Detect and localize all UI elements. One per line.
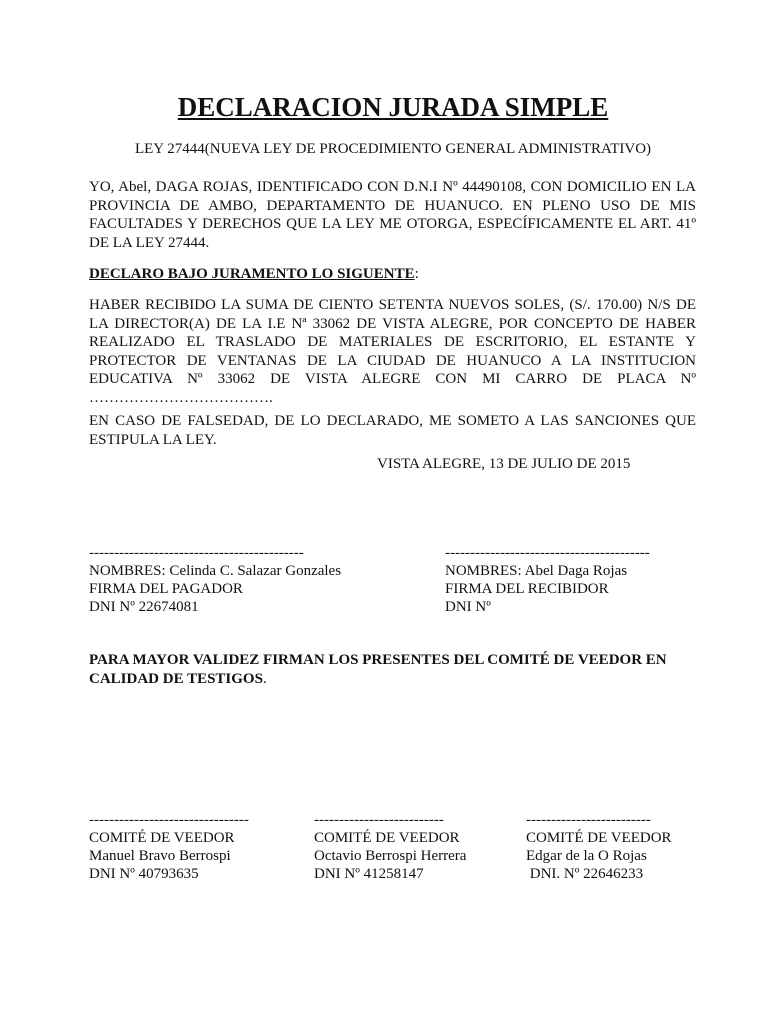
witness-name: Manuel Bravo Berrospi <box>89 848 231 864</box>
witness-signature-block-1 <box>89 811 249 883</box>
witness-name: Octavio Berrospi Herrera <box>314 848 467 864</box>
document-title: DECLARACION JURADA SIMPLE <box>177 92 609 122</box>
declaration-heading <box>89 266 419 283</box>
witness-name: Edgar de la O Rojas <box>526 848 647 864</box>
witness-dni: DNI Nº 41258147 <box>314 866 424 882</box>
signature-line: -------------------------------- <box>89 812 249 828</box>
signer-name: NOMBRES: Celinda C. Salazar Gonzales <box>89 563 342 579</box>
signer-role: FIRMA DEL PAGADOR <box>89 581 243 597</box>
signer-name: NOMBRES: Abel Daga Rojas <box>445 563 628 579</box>
witness-role: COMITÉ DE VEEDOR <box>89 830 235 846</box>
intro-paragraph: YO, Abel, DAGA ROJAS, IDENTIFICADO CON D.N.I Nº 44490108, CON DOMICILIO EN LA PROVINCIA DE AMBO, DEPARTAMENTO DE HUANUCO. EN PLENO USO DE MIS FACULTADES Y DERECHOS QUE LA LEY ME OTORGA, ESPECÍFICAMENTE EL ART. 41º DE LA LEY 27444. <box>89 179 696 251</box>
declaration-body: HABER RECIBIDO LA SUMA DE CIENTO SETENTA NUEVOS SOLES, (S/. 170.00) N/S DE LA DIRECTOR(A) DE LA I.E Nª 33062 DE VISTA ALEGRE, POR CONCEPTO DE HABER REALIZADO EL TRASLADO DE MATERIALES DE ESCRITORIO, EL ESTANTE Y PROTECTOR DE VENTANAS DE LA CIUDAD DE HUANUCO A LA INSTITUCION EDUCATIVA Nº 33062 DE VISTA ALEGRE CON MI CARRO DE PLACA Nº ………………………………. <box>89 297 696 406</box>
witness-note-period: . <box>262 671 267 687</box>
witness-role: COMITÉ DE VEEDOR <box>526 830 672 846</box>
declaration-heading-text: DECLARO BAJO JURAMENTO LO SIGUENTE <box>89 266 415 282</box>
witness-dni: DNI. Nº 22646233 <box>526 866 644 882</box>
falsehood-clause: EN CASO DE FALSEDAD, DE LO DECLARADO, ME SOMETO A LAS SANCIONES QUE ESTIPULA LA LEY. <box>89 413 696 448</box>
witness-role: COMITÉ DE VEEDOR <box>314 830 460 846</box>
law-reference: LEY 27444(NUEVA LEY DE PROCEDIMIENTO GENERAL ADMINISTRATIVO) <box>134 141 652 157</box>
witness-dni: DNI Nº 40793635 <box>89 866 199 882</box>
signature-line: ------------------------- <box>526 812 651 828</box>
witness-signature-block-2 <box>314 811 466 883</box>
place-date: VISTA ALEGRE, 13 DE JULIO DE 2015 <box>377 456 631 472</box>
declaration-heading-colon: : <box>414 266 419 282</box>
signature-line: ----------------------------------------- <box>445 545 650 561</box>
witness-note <box>89 651 689 689</box>
payer-signature-block <box>89 544 341 616</box>
signer-role: FIRMA DEL RECIBIDOR <box>445 581 609 597</box>
signature-line: ------------------------------------------- <box>89 545 304 561</box>
signer-dni: DNI Nº <box>445 599 491 615</box>
signer-dni: DNI Nº 22674081 <box>89 599 199 615</box>
receiver-signature-block <box>445 544 650 616</box>
witness-signature-block-3 <box>526 811 672 883</box>
signature-line: -------------------------- <box>314 812 444 828</box>
witness-note-text: PARA MAYOR VALIDEZ FIRMAN LOS PRESENTES DEL COMITÉ DE VEEDOR EN CALIDAD DE TESTIGOS <box>89 652 667 687</box>
